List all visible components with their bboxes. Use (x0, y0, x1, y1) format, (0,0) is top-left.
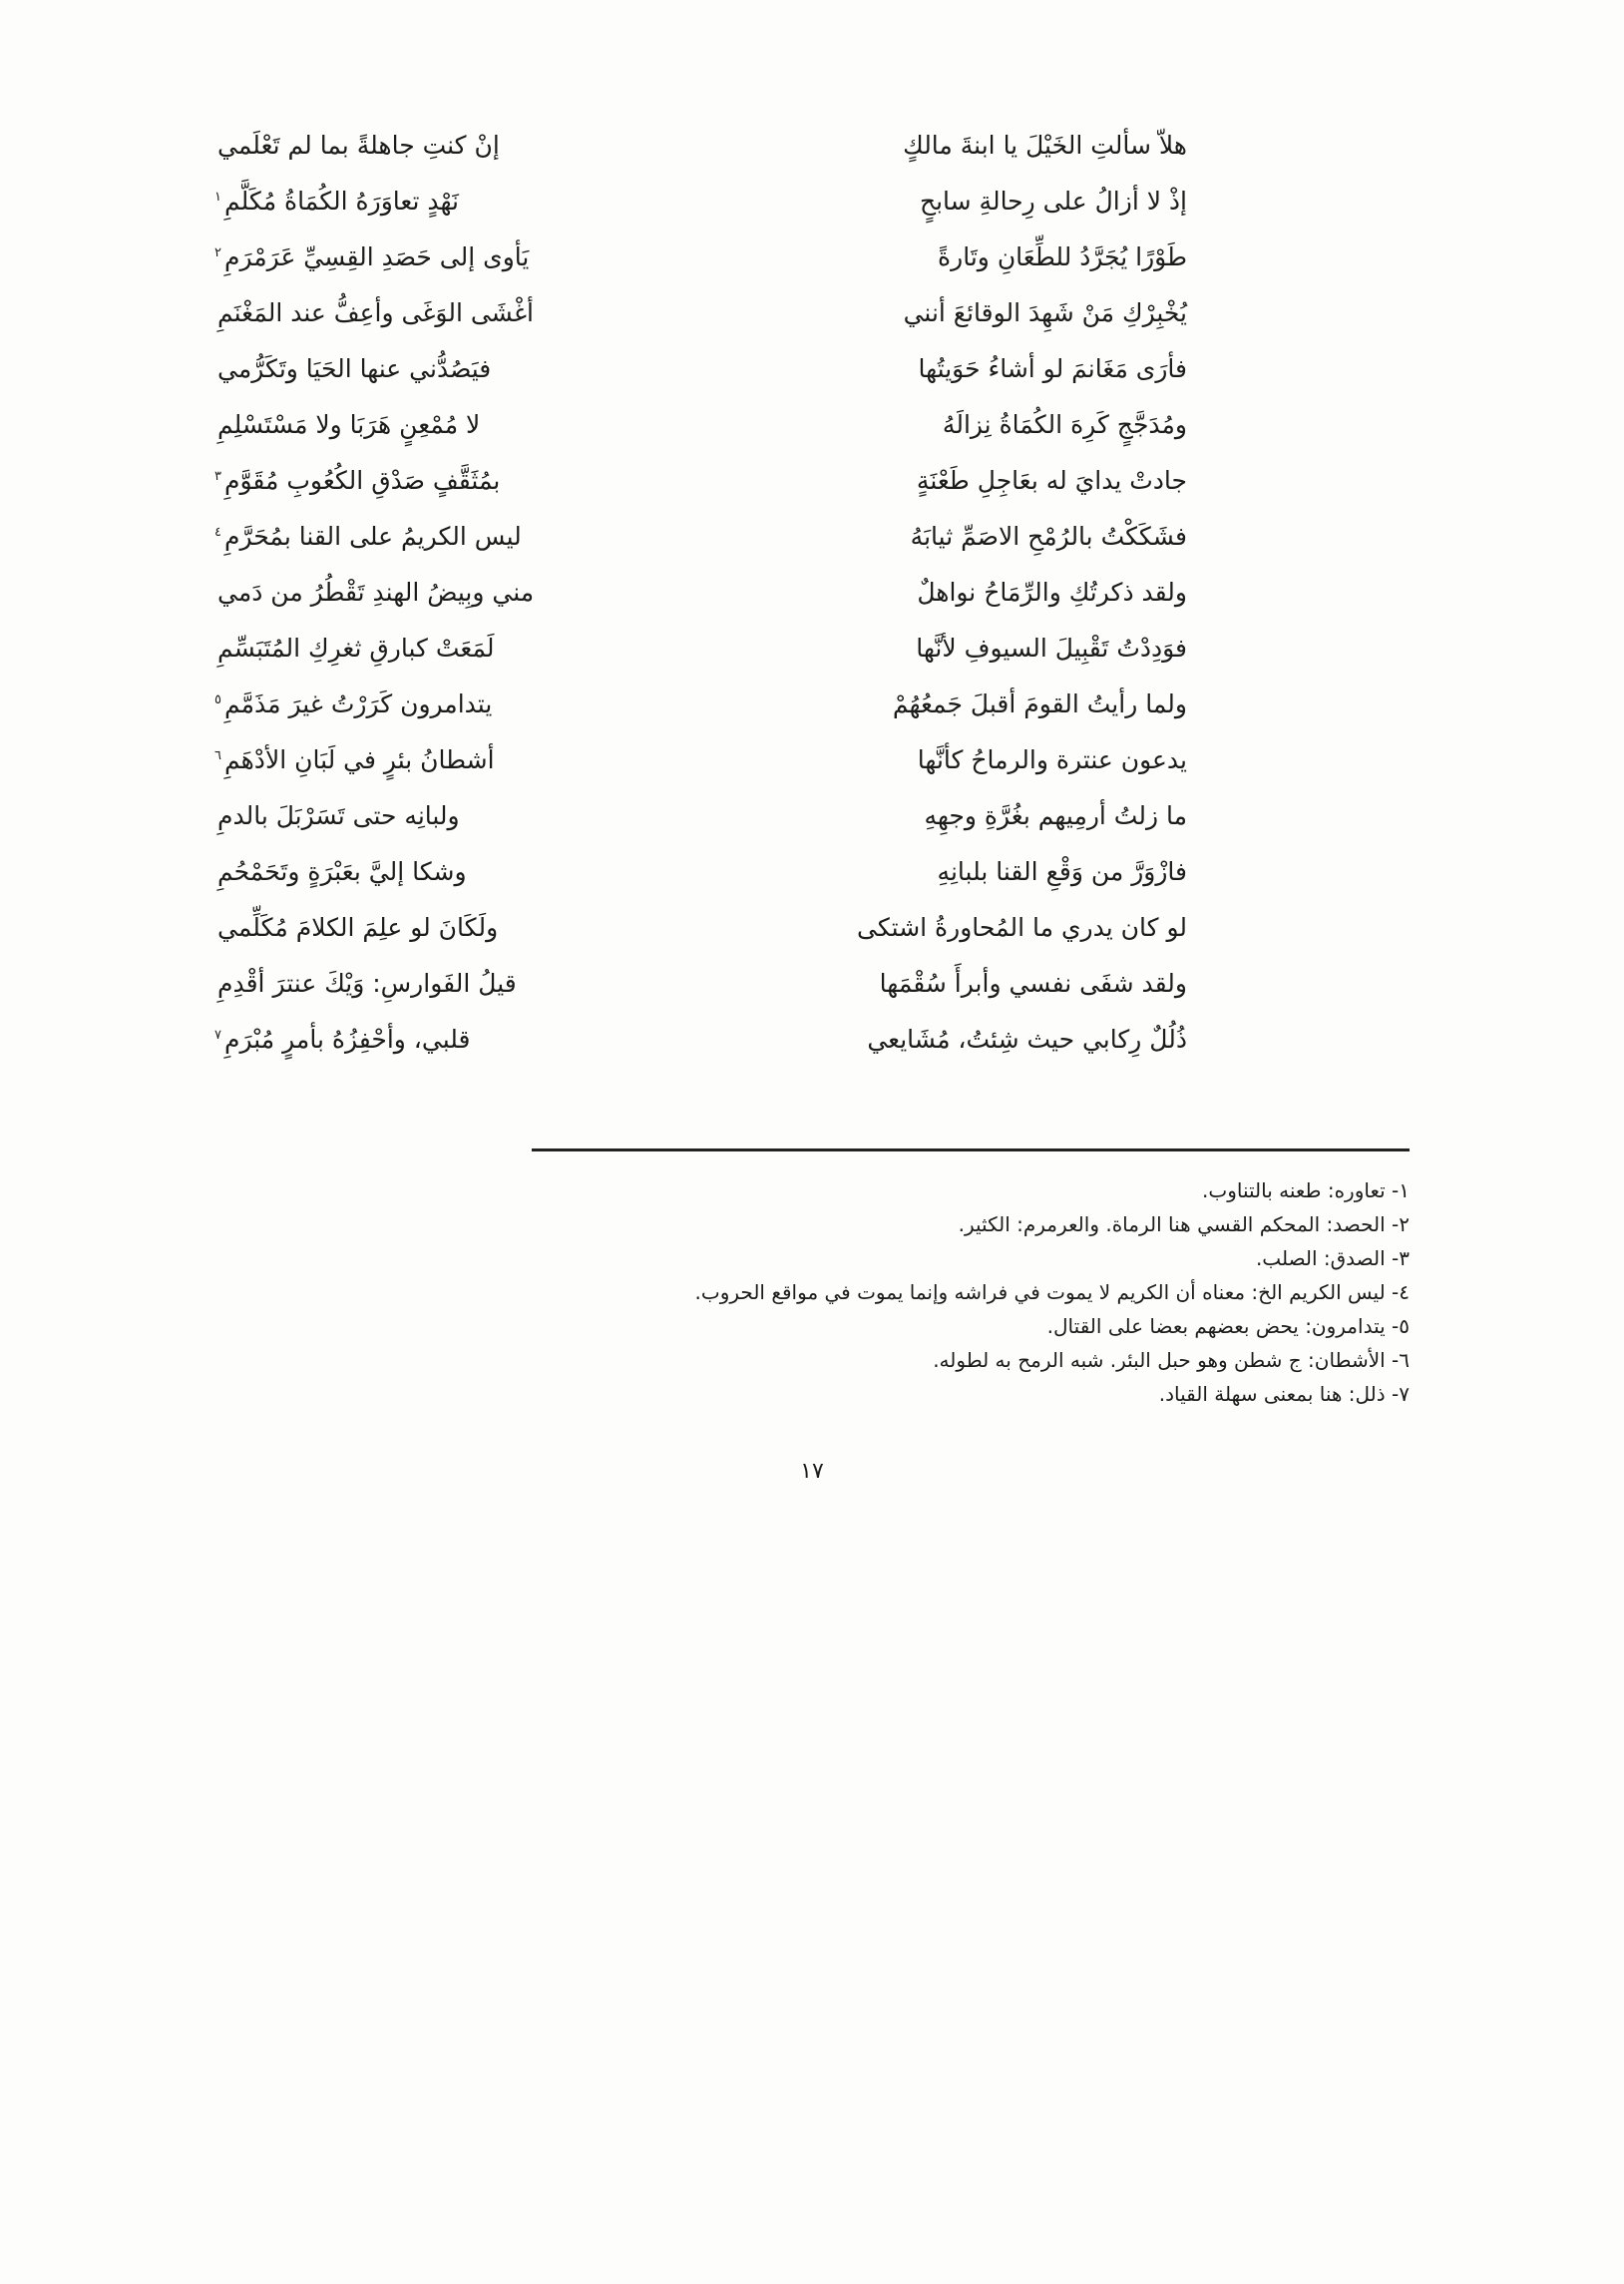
verse-row (214, 229, 1187, 285)
hemistich-second-text: إنْ كنتِ جاهلةً بما لم تَعْلَمي (217, 131, 500, 160)
verse-row (214, 956, 1187, 1012)
hemistich-first: فازْوَرَّ من وَقْعِ القنا بلبانِهِ (937, 857, 1187, 886)
footnote-item: ٢- الحصد: المحكم القسي هنا الرماة. والعرمرم: الكثير. (958, 1212, 1410, 1236)
hemistich-second-text: ليس الكريمُ على القنا بمُحَرَّمِ (223, 522, 522, 551)
hemistich-second (214, 118, 500, 174)
hemistich-first: فأرَى مَغَانمَ لو أشاءُ حَوَيتُها (918, 354, 1187, 383)
footnote-item: ٤- ليس الكريم الخ: معناه أن الكريم لا يموت في فراشه وإنما يموت في مواقع الحروب. (694, 1280, 1410, 1304)
hemistich-first: ما زلتُ أرمِيهم بغُرَّةِ وجهِهِ (924, 801, 1187, 830)
verse-row (214, 397, 1187, 453)
hemistich-second-text: بمُثَقَّفٍ صَدْقِ الكُعُوبِ مُقَوَّمِ (223, 466, 501, 495)
footnote-item: ٧- ذلل: هنا بمعنى سهلة القياد. (1158, 1382, 1410, 1406)
verse-row (214, 900, 1187, 956)
hemistich-first: لو كان يدري ما المُحاورةُ اشتكى (857, 913, 1187, 942)
hemistich-second-text: لا مُمْعِنٍ هَرَبَا ولا مَسْتَسْلِمِ (217, 410, 481, 439)
hemistich-second-text: مني وبِيضُ الهندِ تَقْطُرُ من دَمي (217, 578, 535, 607)
hemistich-second-text: وشكا إليَّ بعَبْرَةٍ وتَحَمْحُمِ (217, 857, 467, 886)
hemistich-second (214, 956, 517, 1012)
verse-row (214, 788, 1187, 844)
verse-row (214, 1012, 1187, 1068)
hemistich-first: ذُلُلٌ رِكابي حيث شِئتُ، مُشَايعي (867, 1025, 1187, 1054)
verse-row (214, 174, 1187, 229)
footnote-item: ٦- الأشطان: ج شطن وهو حبل البئر. شبه الرمح به لطوله. (933, 1348, 1410, 1372)
hemistich-first: طَوْرًا يُجَرَّدُ للطِّعَانِ وتَارةً (938, 242, 1187, 271)
hemistich-second-text: أشطانُ بئرٍ في لَبَانِ الأدْهَمِ (223, 745, 495, 774)
hemistich-second (214, 174, 459, 229)
hemistich-second (214, 397, 480, 453)
hemistich-second (214, 732, 495, 788)
hemistich-second-text: قيلُ الفَوارسِ: وَيْكَ عنترَ أقْدِمِ (217, 969, 517, 998)
hemistich-second (214, 453, 500, 509)
hemistich-second (214, 565, 534, 621)
hemistich-first: ولقد شفَى نفسي وأبرأَ سُقْمَها (879, 969, 1187, 998)
hemistich-second (214, 509, 522, 565)
hemistich-second-text: فيَصُدُّني عنها الحَيَا وتَكَرُّمي (217, 354, 492, 383)
verse-row (214, 565, 1187, 621)
verse-row (214, 118, 1187, 174)
footnote-ref: ٥ (214, 691, 221, 707)
verse-row (214, 453, 1187, 509)
hemistich-second-text: يتدامرون كَرَرْتُ غيرَ مَذَمَّمِ (223, 689, 493, 718)
hemistich-second (214, 621, 495, 677)
hemistich-second-text: أغْشَى الوَغَى وأعِفُّ عند المَغْنَمِ (217, 298, 534, 327)
hemistich-first: يُخْبِرْكِ مَنْ شَهِدَ الوقائعَ أنني (903, 298, 1187, 327)
verse-row (214, 509, 1187, 565)
hemistich-second (214, 900, 498, 956)
verse-row (214, 621, 1187, 677)
footnote-ref: ٢ (214, 244, 221, 260)
hemistich-second (214, 788, 460, 844)
footnote-ref: ٤ (214, 524, 221, 540)
hemistich-second (214, 1012, 470, 1068)
hemistich-second (214, 844, 467, 900)
hemistich-second (214, 285, 534, 341)
poem (214, 118, 1187, 1068)
verse-row (214, 844, 1187, 900)
footnote-item: ٥- يتدامرون: يحض بعضهم بعضا على القتال. (1046, 1314, 1410, 1338)
hemistich-first: فوَدِدْتُ تَقْبِيلَ السيوفِ لأنَّها (916, 634, 1187, 663)
footnote-item: ١- تعاوره: طعنه بالتناوب. (1202, 1178, 1410, 1202)
hemistich-second-text: لَمَعَتْ كبارقِ ثغرِكِ المُتَبَسِّمِ (217, 634, 495, 663)
hemistich-first: هلاّ سألتِ الخَيْلَ يا ابنةَ مالكٍ (903, 131, 1187, 160)
footnote-ref: ١ (214, 189, 221, 205)
footnote-ref: ٧ (214, 1027, 221, 1043)
verse-row (214, 677, 1187, 732)
footnote-ref: ٣ (214, 468, 221, 484)
footnotes (312, 1173, 1410, 1411)
footnote-item: ٣- الصدق: الصلب. (1255, 1246, 1410, 1270)
hemistich-second-text: ولبانِه حتى تَسَرْبَلَ بالدمِ (217, 801, 460, 830)
hemistich-first: ولما رأيتُ القومَ أقبلَ جَمعُهُمْ (892, 689, 1187, 718)
page-number: ١٧ (800, 1459, 824, 1484)
hemistich-first: فشَكَكْتُ بالرُمْحِ الاصَمِّ ثيابَهُ (910, 522, 1187, 551)
hemistich-first: إذْ لا أزالُ على رِحالةِ سابحٍ (919, 187, 1187, 216)
footnote-separator (532, 1148, 1410, 1151)
hemistich-second (214, 341, 491, 397)
hemistich-first: ومُدَجَّجٍ كَرِهَ الكُمَاةُ نِزالَهُ (942, 410, 1187, 439)
hemistich-second (214, 677, 492, 732)
hemistich-second-text: ولَكَانَ لو علِمَ الكلامَ مُكَلِّمي (217, 913, 499, 942)
hemistich-first: يدعون عنترة والرماحُ كأنَّها (917, 745, 1187, 774)
verse-row (214, 732, 1187, 788)
hemistich-second-text: قلبي، وأحْفِزُهُ بأمرٍ مُبْرَمِ (223, 1025, 471, 1054)
hemistich-second (214, 229, 529, 285)
hemistich-first: جادتْ يدايَ له بعَاجِلِ طَعْنَةٍ (916, 466, 1187, 495)
hemistich-second-text: نَهْدٍ تعاوَرَهُ الكُمَاةُ مُكَلَّمِ (223, 187, 459, 216)
hemistich-first: ولقد ذكرتُكِ والرِّمَاحُ نواهلٌ (917, 578, 1187, 607)
verse-row (214, 341, 1187, 397)
footnote-ref: ٦ (214, 747, 221, 763)
verse-row (214, 285, 1187, 341)
hemistich-second-text: يَأوى إلى حَصَدِ القِسِيِّ عَرَمْرَمِ (223, 242, 530, 271)
